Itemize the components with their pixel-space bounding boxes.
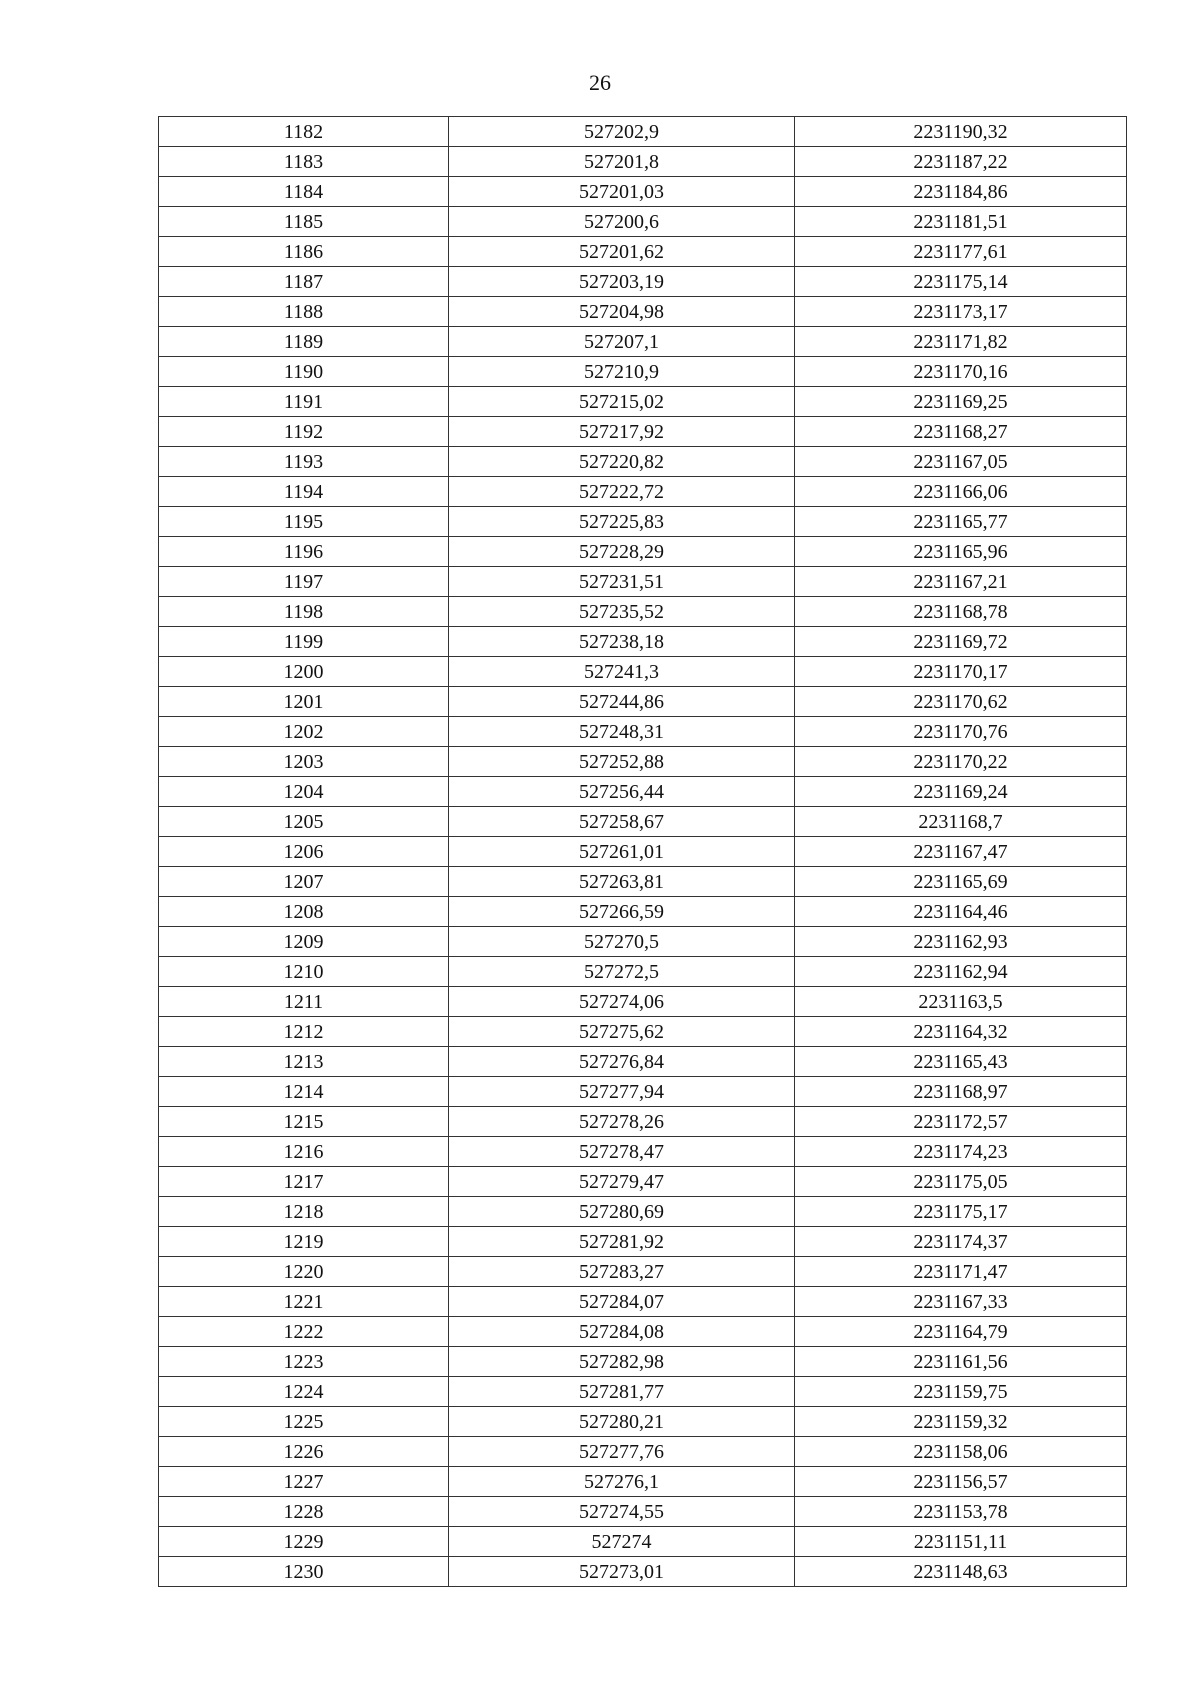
point-number-cell: 1230 bbox=[159, 1557, 449, 1587]
table-row bbox=[159, 1467, 1127, 1497]
y-coordinate-cell: 2231175,05 bbox=[795, 1167, 1127, 1197]
table-row bbox=[159, 147, 1127, 177]
y-coordinate-cell: 2231168,7 bbox=[795, 807, 1127, 837]
x-coordinate-cell: 527266,59 bbox=[449, 897, 795, 927]
x-coordinate-cell: 527231,51 bbox=[449, 567, 795, 597]
table-row bbox=[159, 1137, 1127, 1167]
point-number-cell: 1190 bbox=[159, 357, 449, 387]
table-row bbox=[159, 867, 1127, 897]
y-coordinate-cell: 2231162,93 bbox=[795, 927, 1127, 957]
x-coordinate-cell: 527241,3 bbox=[449, 657, 795, 687]
table-row bbox=[159, 1377, 1127, 1407]
x-coordinate-cell: 527281,92 bbox=[449, 1227, 795, 1257]
y-coordinate-cell: 2231167,47 bbox=[795, 837, 1127, 867]
y-coordinate-cell: 2231170,16 bbox=[795, 357, 1127, 387]
table-row bbox=[159, 477, 1127, 507]
table-row bbox=[159, 1497, 1127, 1527]
y-coordinate-cell: 2231159,75 bbox=[795, 1377, 1127, 1407]
x-coordinate-cell: 527201,8 bbox=[449, 147, 795, 177]
point-number-cell: 1213 bbox=[159, 1047, 449, 1077]
y-coordinate-cell: 2231187,22 bbox=[795, 147, 1127, 177]
x-coordinate-cell: 527207,1 bbox=[449, 327, 795, 357]
point-number-cell: 1187 bbox=[159, 267, 449, 297]
x-coordinate-cell: 527200,6 bbox=[449, 207, 795, 237]
point-number-cell: 1220 bbox=[159, 1257, 449, 1287]
x-coordinate-cell: 527235,52 bbox=[449, 597, 795, 627]
y-coordinate-cell: 2231169,24 bbox=[795, 777, 1127, 807]
table-row bbox=[159, 327, 1127, 357]
x-coordinate-cell: 527280,21 bbox=[449, 1407, 795, 1437]
point-number-cell: 1216 bbox=[159, 1137, 449, 1167]
y-coordinate-cell: 2231162,94 bbox=[795, 957, 1127, 987]
table-row bbox=[159, 1287, 1127, 1317]
y-coordinate-cell: 2231164,32 bbox=[795, 1017, 1127, 1047]
table-row bbox=[159, 927, 1127, 957]
table-row bbox=[159, 1227, 1127, 1257]
table-row bbox=[159, 1347, 1127, 1377]
point-number-cell: 1211 bbox=[159, 987, 449, 1017]
x-coordinate-cell: 527277,76 bbox=[449, 1437, 795, 1467]
table-row bbox=[159, 747, 1127, 777]
y-coordinate-cell: 2231163,5 bbox=[795, 987, 1127, 1017]
point-number-cell: 1197 bbox=[159, 567, 449, 597]
x-coordinate-cell: 527202,9 bbox=[449, 117, 795, 147]
y-coordinate-cell: 2231171,82 bbox=[795, 327, 1127, 357]
point-number-cell: 1189 bbox=[159, 327, 449, 357]
table-row bbox=[159, 447, 1127, 477]
point-number-cell: 1183 bbox=[159, 147, 449, 177]
y-coordinate-cell: 2231165,96 bbox=[795, 537, 1127, 567]
x-coordinate-cell: 527215,02 bbox=[449, 387, 795, 417]
y-coordinate-cell: 2231161,56 bbox=[795, 1347, 1127, 1377]
x-coordinate-cell: 527282,98 bbox=[449, 1347, 795, 1377]
point-number-cell: 1203 bbox=[159, 747, 449, 777]
point-number-cell: 1193 bbox=[159, 447, 449, 477]
y-coordinate-cell: 2231181,51 bbox=[795, 207, 1127, 237]
table-row bbox=[159, 837, 1127, 867]
y-coordinate-cell: 2231166,06 bbox=[795, 477, 1127, 507]
x-coordinate-cell: 527283,27 bbox=[449, 1257, 795, 1287]
y-coordinate-cell: 2231158,06 bbox=[795, 1437, 1127, 1467]
x-coordinate-cell: 527281,77 bbox=[449, 1377, 795, 1407]
y-coordinate-cell: 2231165,43 bbox=[795, 1047, 1127, 1077]
table-row bbox=[159, 657, 1127, 687]
table-row bbox=[159, 777, 1127, 807]
y-coordinate-cell: 2231172,57 bbox=[795, 1107, 1127, 1137]
point-number-cell: 1201 bbox=[159, 687, 449, 717]
y-coordinate-cell: 2231167,33 bbox=[795, 1287, 1127, 1317]
y-coordinate-cell: 2231190,32 bbox=[795, 117, 1127, 147]
point-number-cell: 1186 bbox=[159, 237, 449, 267]
x-coordinate-cell: 527270,5 bbox=[449, 927, 795, 957]
point-number-cell: 1188 bbox=[159, 297, 449, 327]
table-row bbox=[159, 1017, 1127, 1047]
point-number-cell: 1198 bbox=[159, 597, 449, 627]
table-row bbox=[159, 1407, 1127, 1437]
coordinates-table bbox=[158, 116, 1127, 1587]
table-row bbox=[159, 357, 1127, 387]
table-row bbox=[159, 957, 1127, 987]
point-number-cell: 1194 bbox=[159, 477, 449, 507]
table-row bbox=[159, 537, 1127, 567]
point-number-cell: 1210 bbox=[159, 957, 449, 987]
table-row bbox=[159, 627, 1127, 657]
x-coordinate-cell: 527201,62 bbox=[449, 237, 795, 267]
coordinates-table-body bbox=[159, 117, 1127, 1587]
table-row bbox=[159, 267, 1127, 297]
x-coordinate-cell: 527261,01 bbox=[449, 837, 795, 867]
point-number-cell: 1182 bbox=[159, 117, 449, 147]
point-number-cell: 1205 bbox=[159, 807, 449, 837]
table-row bbox=[159, 717, 1127, 747]
y-coordinate-cell: 2231148,63 bbox=[795, 1557, 1127, 1587]
y-coordinate-cell: 2231169,25 bbox=[795, 387, 1127, 417]
y-coordinate-cell: 2231168,27 bbox=[795, 417, 1127, 447]
y-coordinate-cell: 2231184,86 bbox=[795, 177, 1127, 207]
y-coordinate-cell: 2231153,78 bbox=[795, 1497, 1127, 1527]
table-row bbox=[159, 507, 1127, 537]
point-number-cell: 1226 bbox=[159, 1437, 449, 1467]
point-number-cell: 1224 bbox=[159, 1377, 449, 1407]
table-row bbox=[159, 1557, 1127, 1587]
x-coordinate-cell: 527272,5 bbox=[449, 957, 795, 987]
point-number-cell: 1204 bbox=[159, 777, 449, 807]
y-coordinate-cell: 2231170,76 bbox=[795, 717, 1127, 747]
x-coordinate-cell: 527279,47 bbox=[449, 1167, 795, 1197]
x-coordinate-cell: 527256,44 bbox=[449, 777, 795, 807]
point-number-cell: 1207 bbox=[159, 867, 449, 897]
point-number-cell: 1199 bbox=[159, 627, 449, 657]
table-row bbox=[159, 567, 1127, 597]
page-number: 26 bbox=[589, 70, 611, 95]
x-coordinate-cell: 527273,01 bbox=[449, 1557, 795, 1587]
point-number-cell: 1191 bbox=[159, 387, 449, 417]
point-number-cell: 1218 bbox=[159, 1197, 449, 1227]
table-row bbox=[159, 417, 1127, 447]
x-coordinate-cell: 527222,72 bbox=[449, 477, 795, 507]
x-coordinate-cell: 527220,82 bbox=[449, 447, 795, 477]
x-coordinate-cell: 527201,03 bbox=[449, 177, 795, 207]
x-coordinate-cell: 527275,62 bbox=[449, 1017, 795, 1047]
y-coordinate-cell: 2231165,69 bbox=[795, 867, 1127, 897]
y-coordinate-cell: 2231156,57 bbox=[795, 1467, 1127, 1497]
table-row bbox=[159, 1107, 1127, 1137]
table-row bbox=[159, 1047, 1127, 1077]
y-coordinate-cell: 2231170,22 bbox=[795, 747, 1127, 777]
x-coordinate-cell: 527276,84 bbox=[449, 1047, 795, 1077]
table-row bbox=[159, 1257, 1127, 1287]
x-coordinate-cell: 527244,86 bbox=[449, 687, 795, 717]
x-coordinate-cell: 527278,47 bbox=[449, 1137, 795, 1167]
y-coordinate-cell: 2231167,21 bbox=[795, 567, 1127, 597]
point-number-cell: 1195 bbox=[159, 507, 449, 537]
table-row bbox=[159, 207, 1127, 237]
y-coordinate-cell: 2231164,46 bbox=[795, 897, 1127, 927]
y-coordinate-cell: 2231165,77 bbox=[795, 507, 1127, 537]
y-coordinate-cell: 2231168,97 bbox=[795, 1077, 1127, 1107]
point-number-cell: 1227 bbox=[159, 1467, 449, 1497]
y-coordinate-cell: 2231171,47 bbox=[795, 1257, 1127, 1287]
table-row bbox=[159, 1317, 1127, 1347]
point-number-cell: 1228 bbox=[159, 1497, 449, 1527]
y-coordinate-cell: 2231174,37 bbox=[795, 1227, 1127, 1257]
y-coordinate-cell: 2231168,78 bbox=[795, 597, 1127, 627]
x-coordinate-cell: 527238,18 bbox=[449, 627, 795, 657]
point-number-cell: 1221 bbox=[159, 1287, 449, 1317]
point-number-cell: 1184 bbox=[159, 177, 449, 207]
table-row bbox=[159, 897, 1127, 927]
y-coordinate-cell: 2231164,79 bbox=[795, 1317, 1127, 1347]
table-row bbox=[159, 1437, 1127, 1467]
point-number-cell: 1219 bbox=[159, 1227, 449, 1257]
point-number-cell: 1225 bbox=[159, 1407, 449, 1437]
x-coordinate-cell: 527248,31 bbox=[449, 717, 795, 747]
point-number-cell: 1185 bbox=[159, 207, 449, 237]
table-row bbox=[159, 987, 1127, 1017]
point-number-cell: 1222 bbox=[159, 1317, 449, 1347]
x-coordinate-cell: 527274 bbox=[449, 1527, 795, 1557]
x-coordinate-cell: 527274,55 bbox=[449, 1497, 795, 1527]
y-coordinate-cell: 2231173,17 bbox=[795, 297, 1127, 327]
y-coordinate-cell: 2231159,32 bbox=[795, 1407, 1127, 1437]
x-coordinate-cell: 527252,88 bbox=[449, 747, 795, 777]
point-number-cell: 1214 bbox=[159, 1077, 449, 1107]
point-number-cell: 1212 bbox=[159, 1017, 449, 1047]
x-coordinate-cell: 527204,98 bbox=[449, 297, 795, 327]
x-coordinate-cell: 527203,19 bbox=[449, 267, 795, 297]
x-coordinate-cell: 527217,92 bbox=[449, 417, 795, 447]
x-coordinate-cell: 527225,83 bbox=[449, 507, 795, 537]
point-number-cell: 1229 bbox=[159, 1527, 449, 1557]
table-row bbox=[159, 237, 1127, 267]
point-number-cell: 1209 bbox=[159, 927, 449, 957]
x-coordinate-cell: 527210,9 bbox=[449, 357, 795, 387]
y-coordinate-cell: 2231174,23 bbox=[795, 1137, 1127, 1167]
point-number-cell: 1215 bbox=[159, 1107, 449, 1137]
point-number-cell: 1196 bbox=[159, 537, 449, 567]
point-number-cell: 1206 bbox=[159, 837, 449, 867]
y-coordinate-cell: 2231151,11 bbox=[795, 1527, 1127, 1557]
table-row bbox=[159, 1527, 1127, 1557]
point-number-cell: 1217 bbox=[159, 1167, 449, 1197]
x-coordinate-cell: 527263,81 bbox=[449, 867, 795, 897]
point-number-cell: 1192 bbox=[159, 417, 449, 447]
table-row bbox=[159, 597, 1127, 627]
table-row bbox=[159, 297, 1127, 327]
x-coordinate-cell: 527280,69 bbox=[449, 1197, 795, 1227]
x-coordinate-cell: 527277,94 bbox=[449, 1077, 795, 1107]
table-row bbox=[159, 687, 1127, 717]
table-row bbox=[159, 1197, 1127, 1227]
x-coordinate-cell: 527284,07 bbox=[449, 1287, 795, 1317]
table-row bbox=[159, 807, 1127, 837]
y-coordinate-cell: 2231169,72 bbox=[795, 627, 1127, 657]
table-row bbox=[159, 1077, 1127, 1107]
table-row bbox=[159, 1167, 1127, 1197]
y-coordinate-cell: 2231175,14 bbox=[795, 267, 1127, 297]
table-row bbox=[159, 177, 1127, 207]
point-number-cell: 1202 bbox=[159, 717, 449, 747]
x-coordinate-cell: 527258,67 bbox=[449, 807, 795, 837]
x-coordinate-cell: 527278,26 bbox=[449, 1107, 795, 1137]
y-coordinate-cell: 2231177,61 bbox=[795, 237, 1127, 267]
x-coordinate-cell: 527276,1 bbox=[449, 1467, 795, 1497]
y-coordinate-cell: 2231167,05 bbox=[795, 447, 1127, 477]
x-coordinate-cell: 527228,29 bbox=[449, 537, 795, 567]
point-number-cell: 1200 bbox=[159, 657, 449, 687]
table-row bbox=[159, 117, 1127, 147]
y-coordinate-cell: 2231170,62 bbox=[795, 687, 1127, 717]
x-coordinate-cell: 527284,08 bbox=[449, 1317, 795, 1347]
table-row bbox=[159, 387, 1127, 417]
point-number-cell: 1208 bbox=[159, 897, 449, 927]
point-number-cell: 1223 bbox=[159, 1347, 449, 1377]
x-coordinate-cell: 527274,06 bbox=[449, 987, 795, 1017]
y-coordinate-cell: 2231170,17 bbox=[795, 657, 1127, 687]
y-coordinate-cell: 2231175,17 bbox=[795, 1197, 1127, 1227]
